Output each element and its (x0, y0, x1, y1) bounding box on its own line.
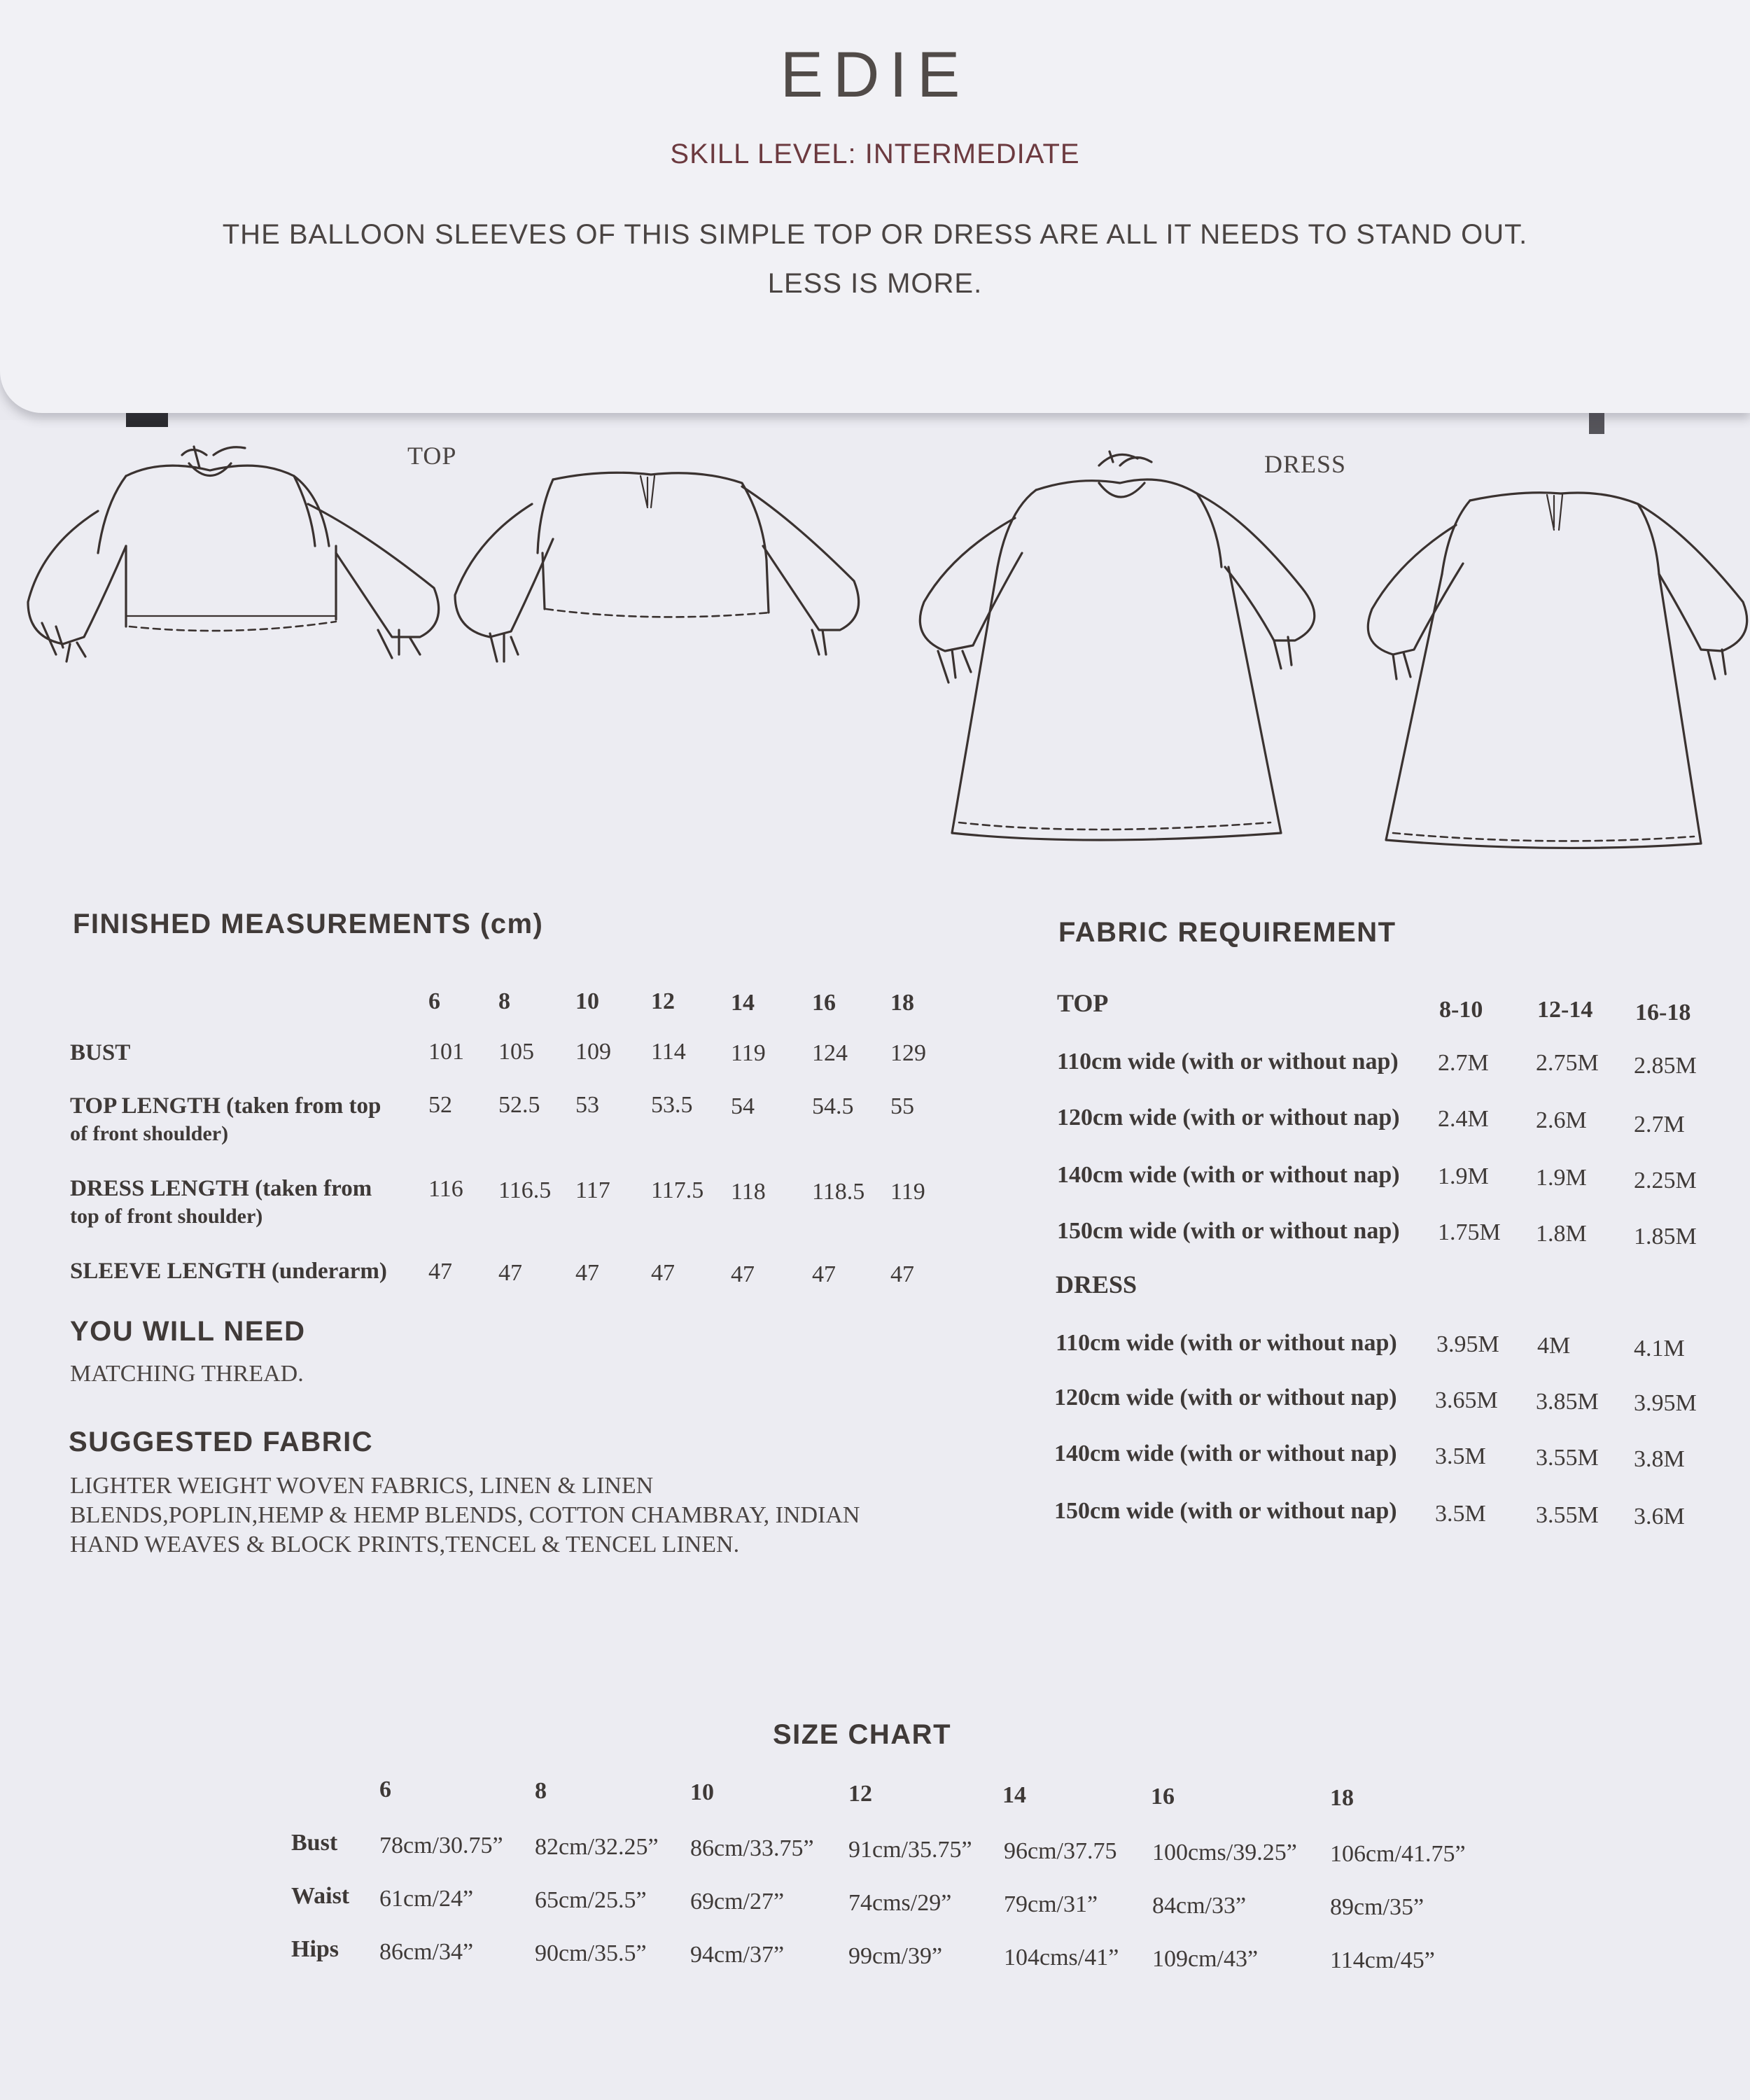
sc-row-label: Hips (291, 1936, 340, 1962)
tagline-line-1: THE BALLOON SLEEVES OF THIS SIMPLE TOP OR DRESS ARE ALL IT NEEDS TO STAND OUT. (222, 219, 1528, 250)
fm-cell: 47 (890, 1261, 914, 1287)
top-label: TOP (407, 442, 457, 470)
fm-cell: 116 (428, 1176, 463, 1202)
fm-cell: 47 (498, 1260, 522, 1286)
sc-cell: 61cm/24” (379, 1886, 474, 1912)
fr-top-label: TOP (1057, 989, 1109, 1017)
fm-cell: 47 (428, 1259, 452, 1284)
fm-size-header: 14 (731, 990, 755, 1016)
sc-cell: 104cms/41” (1004, 1945, 1119, 1970)
fr-cell: 3.5M (1435, 1443, 1486, 1469)
pattern-title: EDIE (780, 39, 970, 111)
fm-cell: 105 (498, 1039, 534, 1065)
you-will-need-text: MATCHING THREAD. (70, 1361, 304, 1387)
suggested-fabric-line: HAND WEAVES & BLOCK PRINTS,TENCEL & TENCEL LINEN. (70, 1532, 740, 1558)
sc-size-header: 16 (1151, 1784, 1175, 1809)
fr-cell: 2.7M (1438, 1050, 1489, 1076)
top-back-drawing (455, 472, 859, 662)
fm-cell: 47 (731, 1261, 755, 1287)
fm-cell: 101 (428, 1039, 464, 1065)
sc-cell: 109cm/43” (1152, 1946, 1259, 1972)
sc-cell: 69cm/27” (690, 1889, 785, 1914)
fm-cell: 117 (575, 1177, 610, 1203)
fr-cell: 3.95M (1436, 1331, 1499, 1357)
fr-cell: 4.1M (1634, 1336, 1685, 1362)
dress-front-drawing (920, 451, 1314, 840)
sc-size-header: 8 (535, 1778, 547, 1804)
fm-cell: 53.5 (651, 1092, 693, 1118)
tagline (0, 210, 1750, 308)
fr-cell: 2.6M (1536, 1107, 1587, 1133)
fr-cell: 1.8M (1536, 1221, 1587, 1247)
sc-cell: 100cms/39.25” (1152, 1840, 1297, 1865)
fr-cell: 2.85M (1634, 1053, 1697, 1079)
sc-cell: 65cm/25.5” (535, 1887, 647, 1913)
fr-size-group: 8-10 (1439, 997, 1483, 1023)
sc-cell: 94cm/37” (690, 1942, 785, 1968)
fr-width: 110cm wide (with or without nap) (1057, 1049, 1399, 1074)
sc-cell: 74cms/29” (848, 1890, 952, 1916)
dress-back-drawing (1368, 493, 1746, 848)
fm-row-label-sub: of front shoulder) (70, 1122, 229, 1145)
sc-row-label: Waist (291, 1883, 350, 1909)
fr-width: 150cm wide (with or without nap) (1054, 1498, 1397, 1524)
fr-width: 140cm wide (with or without nap) (1057, 1162, 1400, 1188)
fm-row-label: BUST (70, 1040, 131, 1065)
fr-cell: 1.9M (1536, 1165, 1587, 1191)
tagline-line-2: LESS IS MORE. (767, 268, 983, 299)
fr-cell: 3.8M (1634, 1446, 1685, 1472)
sc-cell: 86cm/34” (379, 1939, 474, 1965)
sc-cell: 78cm/30.75” (379, 1833, 503, 1858)
fr-width: 140cm wide (with or without nap) (1054, 1441, 1397, 1466)
sc-cell: 106cm/41.75” (1330, 1841, 1466, 1867)
fr-cell: 3.5M (1435, 1501, 1486, 1527)
sc-cell: 86cm/33.75” (690, 1835, 814, 1861)
sc-cell: 99cm/39” (848, 1943, 943, 1969)
fr-cell: 2.25M (1634, 1168, 1697, 1194)
sc-cell: 84cm/33” (1152, 1893, 1247, 1919)
skill-level: SKILL LEVEL: INTERMEDIATE (670, 139, 1080, 169)
sc-cell: 79cm/31” (1004, 1891, 1098, 1917)
sc-cell: 90cm/35.5” (535, 1940, 647, 1966)
fm-cell: 54.5 (812, 1093, 854, 1119)
fr-cell: 2.4M (1438, 1106, 1489, 1132)
fr-width: 110cm wide (with or without nap) (1056, 1330, 1397, 1356)
sc-size-header: 10 (690, 1779, 714, 1805)
sc-cell: 89cm/35” (1330, 1894, 1424, 1920)
fr-width: 150cm wide (with or without nap) (1057, 1218, 1400, 1244)
dress-label: DRESS (1264, 450, 1347, 478)
fm-cell: 117.5 (651, 1177, 704, 1203)
fabric-requirement-heading: FABRIC REQUIREMENT (1058, 917, 1396, 948)
fr-cell: 3.65M (1435, 1387, 1498, 1413)
fm-size-header: 16 (812, 990, 836, 1016)
sc-row-label: Bust (291, 1830, 338, 1856)
fm-cell: 52.5 (498, 1092, 540, 1118)
fm-row-label (70, 1175, 372, 1231)
sc-cell: 82cm/32.25” (535, 1834, 659, 1860)
fm-size-header: 8 (498, 988, 510, 1014)
fm-cell: 129 (890, 1040, 926, 1066)
sc-size-header: 14 (1002, 1782, 1026, 1808)
fm-row-label-line: DRESS LENGTH (taken from (70, 1176, 372, 1201)
fm-cell: 52 (428, 1092, 452, 1118)
fm-cell: 118.5 (812, 1179, 865, 1205)
suggested-fabric-heading: SUGGESTED FABRIC (69, 1427, 374, 1457)
fr-cell: 3.6M (1634, 1504, 1685, 1530)
sc-size-header: 12 (848, 1781, 872, 1807)
fm-row-label-sub: top of front shoulder) (70, 1205, 263, 1228)
suggested-fabric-line: LIGHTER WEIGHT WOVEN FABRICS, LINEN & LINEN (70, 1473, 654, 1499)
sc-cell: 96cm/37.75 (1004, 1838, 1117, 1864)
fm-cell: 47 (651, 1260, 675, 1286)
fm-cell: 47 (812, 1261, 836, 1287)
fr-cell: 4M (1537, 1333, 1571, 1359)
fr-cell: 2.7M (1634, 1112, 1685, 1138)
top-front-drawing (28, 447, 439, 662)
fm-size-header: 12 (651, 988, 675, 1014)
fm-cell: 119 (890, 1179, 925, 1205)
fm-row-label: SLEEVE LENGTH (underarm) (70, 1259, 387, 1284)
fm-row-label-line: TOP LENGTH (taken from top (70, 1093, 382, 1119)
fr-cell: 3.55M (1536, 1445, 1599, 1471)
fr-cell: 2.75M (1536, 1050, 1599, 1076)
you-will-need-heading: YOU WILL NEED (70, 1316, 306, 1347)
fr-cell: 1.75M (1438, 1219, 1501, 1245)
fr-width: 120cm wide (with or without nap) (1057, 1105, 1400, 1130)
suggested-fabric-text (70, 1471, 860, 1560)
fr-dress-label: DRESS (1056, 1270, 1138, 1298)
fm-cell: 53 (575, 1092, 599, 1118)
fr-cell: 3.55M (1536, 1502, 1599, 1528)
fm-cell: 124 (812, 1040, 848, 1066)
fr-cell: 3.95M (1634, 1390, 1697, 1416)
fm-cell: 118 (731, 1179, 766, 1205)
sc-cell: 91cm/35.75” (848, 1837, 972, 1863)
fr-size-group: 12-14 (1537, 997, 1593, 1023)
fr-size-group: 16-18 (1635, 1000, 1691, 1026)
finished-measurements-heading: FINISHED MEASUREMENTS (cm) (73, 909, 544, 939)
fr-width: 120cm wide (with or without nap) (1054, 1385, 1397, 1410)
fm-cell: 54 (731, 1093, 755, 1119)
sc-size-header: 6 (379, 1777, 391, 1802)
sc-size-header: 18 (1330, 1785, 1354, 1811)
fm-size-header: 18 (890, 990, 914, 1016)
fm-row-label (70, 1092, 381, 1148)
fm-cell: 109 (575, 1039, 611, 1065)
suggested-fabric-line: BLENDS,POPLIN,HEMP & HEMP BLENDS, COTTON CHAMBRAY, INDIAN (70, 1502, 860, 1528)
fm-cell: 114 (651, 1039, 686, 1065)
fm-cell: 55 (890, 1093, 914, 1119)
fr-cell: 1.85M (1634, 1224, 1697, 1250)
sc-cell: 114cm/45” (1330, 1947, 1435, 1973)
fm-size-header: 6 (428, 988, 440, 1014)
fm-cell: 119 (731, 1040, 766, 1066)
garment-illustrations (0, 427, 1750, 875)
fm-size-header: 10 (575, 988, 599, 1014)
fm-cell: 47 (575, 1260, 599, 1286)
fr-cell: 1.9M (1438, 1163, 1489, 1189)
size-chart-heading: SIZE CHART (773, 1719, 951, 1750)
fm-cell: 116.5 (498, 1177, 552, 1203)
fr-cell: 3.85M (1536, 1389, 1599, 1415)
